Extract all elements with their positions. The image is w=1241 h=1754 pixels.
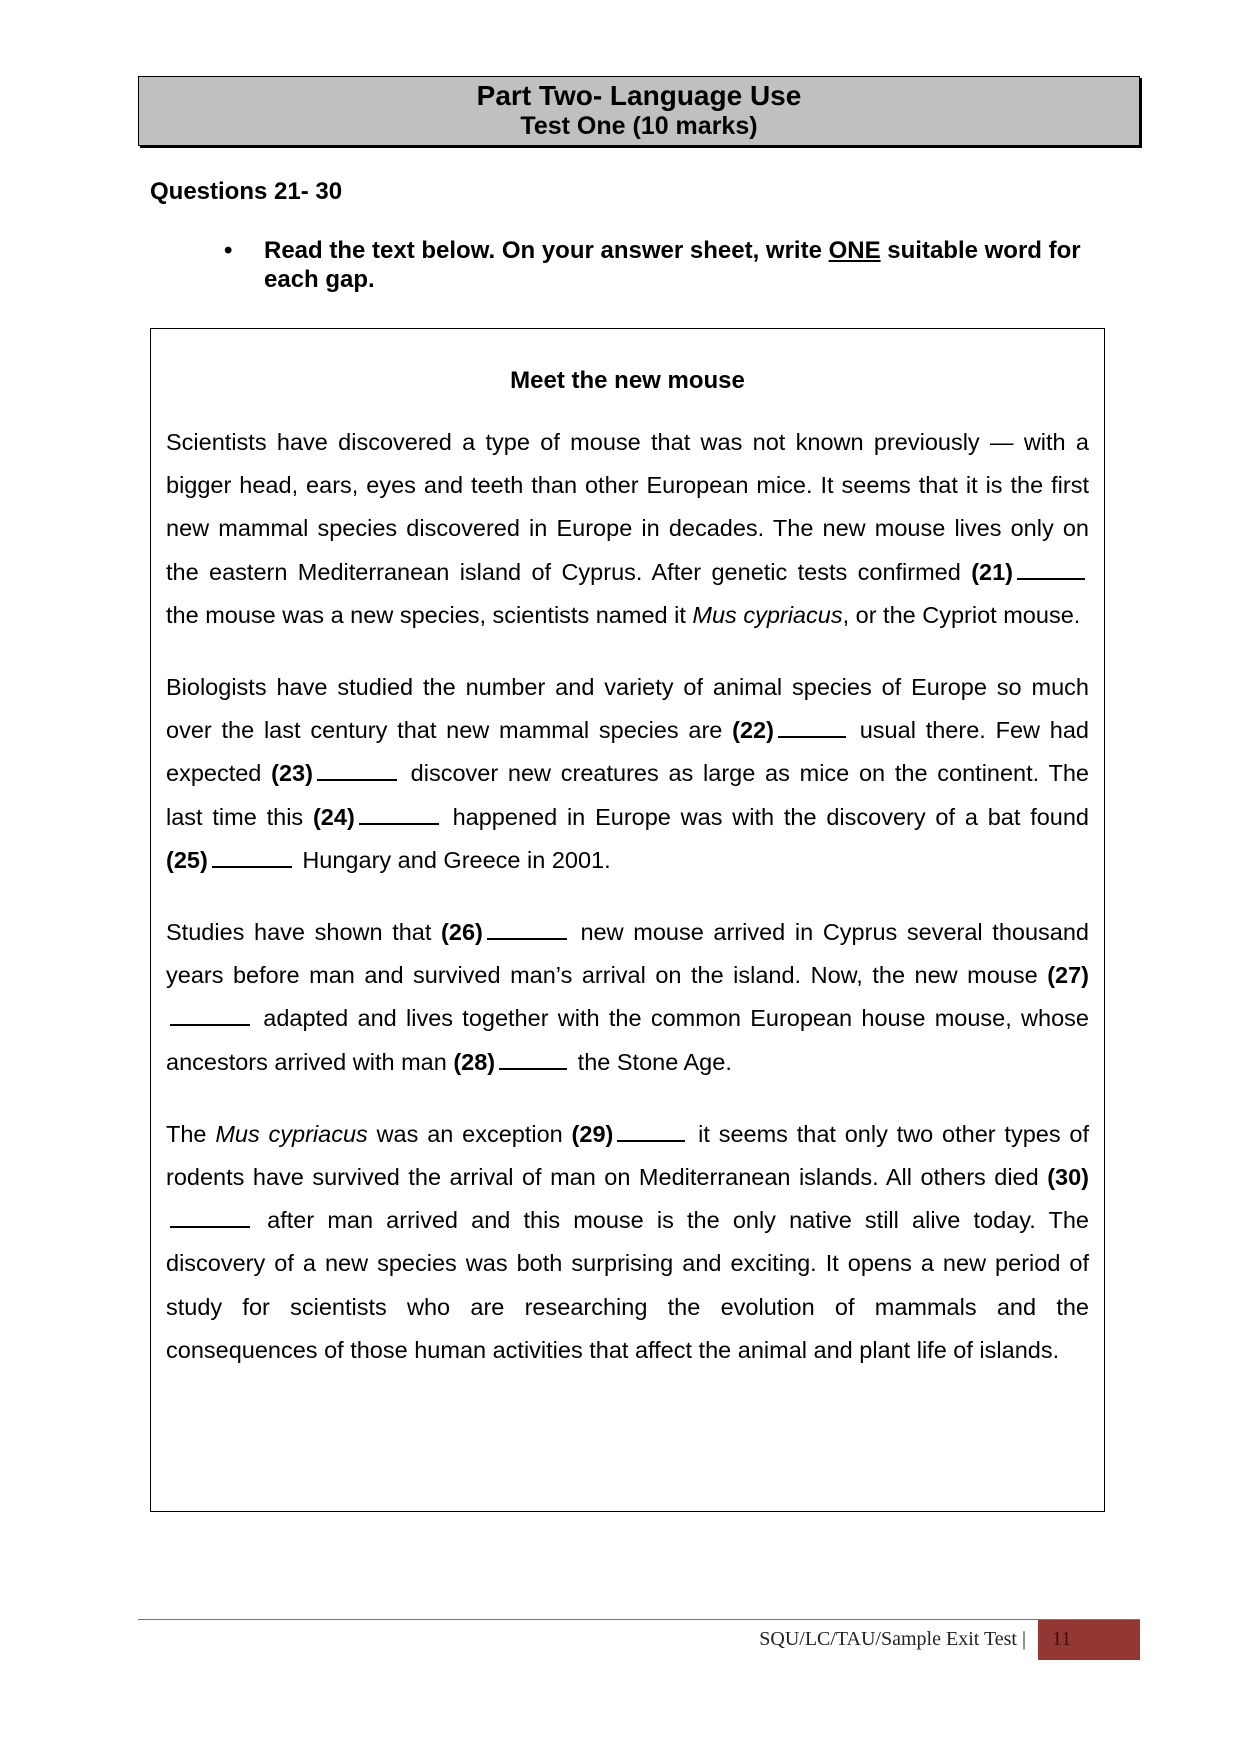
gap-23-blank	[317, 756, 397, 782]
instruction-emphasis: ONE	[828, 237, 881, 264]
paragraph-3: Studies have shown that (26) new mouse arrived in Cyprus several thousand years before man and survived man’s arrival on the island. Now, the new mouse (27) adapted and lives together with the common European house mouse, whose ancestors arrived with man (28) the Stone Age.	[166, 911, 1089, 1084]
gap-23-label: (23)	[271, 760, 313, 787]
footer-text: SQU/LC/TAU/Sample Exit Test |	[759, 1628, 1026, 1650]
gap-24-label: (24)	[312, 803, 355, 830]
paragraph-4: The Mus cypriacus was an exception (29) it seems that only two other types of rodents have survived the arrival of man on Mediterranean islands. All others died (30) after man arrived and this mouse is the only native still alive today. The discovery of a new species was both surprising and exciting. It opens a new period of study for scientists who are researching the evolution of mammals and the consequences of those human activities that affect the animal and plant life of islands.	[166, 1113, 1089, 1372]
section-header	[138, 76, 1140, 146]
part-title: Part Two- Language Use	[476, 80, 802, 111]
gap-26-blank	[487, 915, 567, 941]
passage-title: Meet the new mouse	[510, 367, 745, 394]
gap-25-label: (25)	[166, 846, 208, 873]
instruction	[220, 236, 1140, 294]
gap-25-blank	[212, 842, 292, 868]
gap-29-blank	[617, 1116, 685, 1142]
gap-21-blank	[1017, 554, 1085, 580]
gap-24-blank	[359, 799, 439, 825]
paragraph-1: Scientists have discovered a type of mouse that was not known previously — with a bigger head, ears, eyes and teeth than other European mice. It seems that it is the first new mammal species discovered in Europe in decades. The new mouse lives only on the eastern Mediterranean island of Cyprus. After genetic tests confirmed (21) the mouse was a new species, scientists named it Mus cypriacus, or the Cypriot mouse.	[166, 429, 1089, 628]
species-name: Mus cypriacus	[215, 1120, 368, 1147]
bullet-icon: •	[224, 237, 233, 264]
passage-body	[166, 421, 1089, 1401]
gap-29-label: (29)	[571, 1120, 614, 1147]
footer-divider	[138, 1619, 1140, 1620]
passage-box	[150, 328, 1105, 1512]
gap-28-label: (28)	[453, 1048, 496, 1075]
gap-27-blank	[170, 1001, 250, 1027]
gap-22-blank	[778, 713, 846, 739]
gap-30-label: (30)	[1047, 1164, 1089, 1191]
instruction-text: Read the text below. On your answer sheet, write ONE suitable word for each gap.	[264, 237, 1081, 293]
species-name: Mus cypriacus	[692, 601, 843, 628]
paragraph-2: Biologists have studied the number and variety of animal species of Europe so much over the last century that new mammal species are (22) usual there. Few had expected (23) discover new creatures as large as mice on the continent. The last time this (24) happened in Europe was with the discovery of a bat found (25) Hungary and Greece in 2001.	[166, 674, 1090, 873]
test-title: Test One (10 marks)	[520, 112, 758, 140]
page-number: 11	[1038, 1620, 1140, 1660]
questions-label: Questions 21- 30	[150, 178, 343, 205]
gap-26-label: (26)	[441, 919, 483, 946]
gap-30-blank	[170, 1203, 250, 1229]
gap-28-blank	[499, 1044, 567, 1070]
gap-21-label: (21)	[971, 558, 1013, 585]
gap-27-label: (27)	[1047, 962, 1089, 989]
gap-22-label: (22)	[732, 717, 774, 744]
